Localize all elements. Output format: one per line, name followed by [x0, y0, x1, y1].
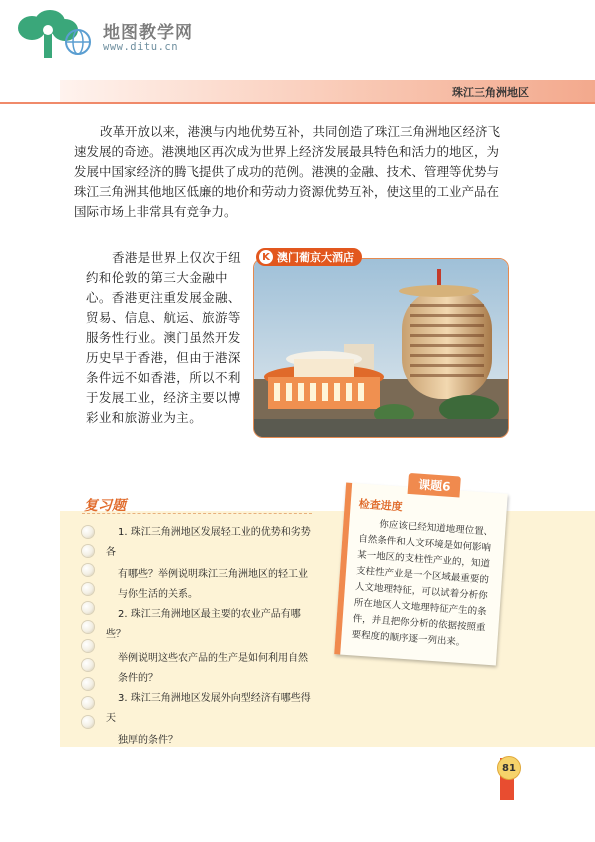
- page-number: 81: [497, 756, 521, 780]
- bullet-icon: [82, 716, 94, 728]
- body-paragraph-2: 香港是世界上仅次于纽约和伦敦的第三大金融中心。香港更注重发展金融、贸易、信息、航运、旅游等服务性行业。澳门虽然开发历史早于香港，但由于港深条件远不如香港，所以不利于发展工业，经济主要以博彩业和旅游业为主。: [86, 250, 242, 425]
- photo-badge: K: [259, 250, 273, 264]
- chapter-title: 珠江三角洲地区: [452, 86, 529, 99]
- hotel-photo-image: [254, 259, 508, 437]
- question-2-line: 条件的？: [118, 673, 158, 684]
- review-title-underline: [82, 513, 312, 515]
- progress-note: [334, 477, 508, 666]
- question-3-line: 天: [106, 713, 116, 724]
- bullet-icon: [82, 583, 94, 595]
- review-section: [60, 511, 595, 747]
- bullet-icon: [82, 621, 94, 633]
- note-heading: 检查进度: [358, 497, 404, 514]
- photo-caption-text: 澳门葡京大酒店: [277, 251, 354, 264]
- bullet-icon: [82, 678, 94, 690]
- logo-title: 地图教学网: [103, 23, 193, 43]
- bullet-icon: [82, 545, 94, 557]
- bullet-icon: [82, 602, 94, 614]
- photo-caption: [256, 248, 362, 266]
- site-logo: [10, 8, 210, 63]
- bullet-icon: [82, 526, 94, 538]
- review-title: 复习题: [84, 498, 126, 514]
- note-text: 你应该已经知道地理位置、自然条件和人文环境是如何影响某一地区的支柱性产业的，知道支柱性产业是一个区域最重要的人文地理特征，可以试着分析你所在地区人文地理特征产生的条件，并且把你分析的依据按照重要程度的顺序逐一列出来。: [351, 518, 494, 649]
- question-3-line: 独厚的条件？: [118, 735, 178, 746]
- note-tab: 课题6: [408, 473, 462, 498]
- question-1-line: 各: [106, 547, 116, 558]
- question-2-line: 些？: [106, 629, 126, 640]
- tree-globe-logo-icon: [10, 8, 100, 63]
- question-1-line: 有哪些？举例说明珠江三角洲地区的轻工业: [118, 569, 308, 580]
- question-1-line: 与你生活的关系。: [118, 589, 198, 600]
- question-2-line: 举例说明这些农产品的生产是如何利用自然: [118, 653, 308, 664]
- question-3-line: 3. 珠江三角洲地区发展外向型经济有哪些得: [118, 693, 311, 704]
- question-1-line: 1. 珠江三角洲地区发展轻工业的优势和劣势: [118, 527, 311, 538]
- header-divider: [0, 102, 595, 104]
- body-paragraph-1: 改革开放以来，港澳与内地优势互补，共同创造了珠江三角洲地区经济飞速发展的奇迹。港澳地区再次成为世界上经济发展最具特色和活力的地区，为发展中国家经济的腾飞提供了成功的范例。港澳的金融、技术、管理等优势与珠江三角洲其他地区低廉的地价和劳动力资源优势互补，使这里的工业产品在国际市场上非常具有竞争力。: [74, 124, 501, 219]
- logo-url: www.ditu.cn: [103, 41, 179, 53]
- bullet-icon: [82, 697, 94, 709]
- question-2-line: 2. 珠江三角洲地区最主要的农业产品有哪: [118, 609, 301, 620]
- bullet-icon: [82, 659, 94, 671]
- hotel-photo: [253, 258, 509, 438]
- bullet-icon: [82, 640, 94, 652]
- bullet-icon: [82, 564, 94, 576]
